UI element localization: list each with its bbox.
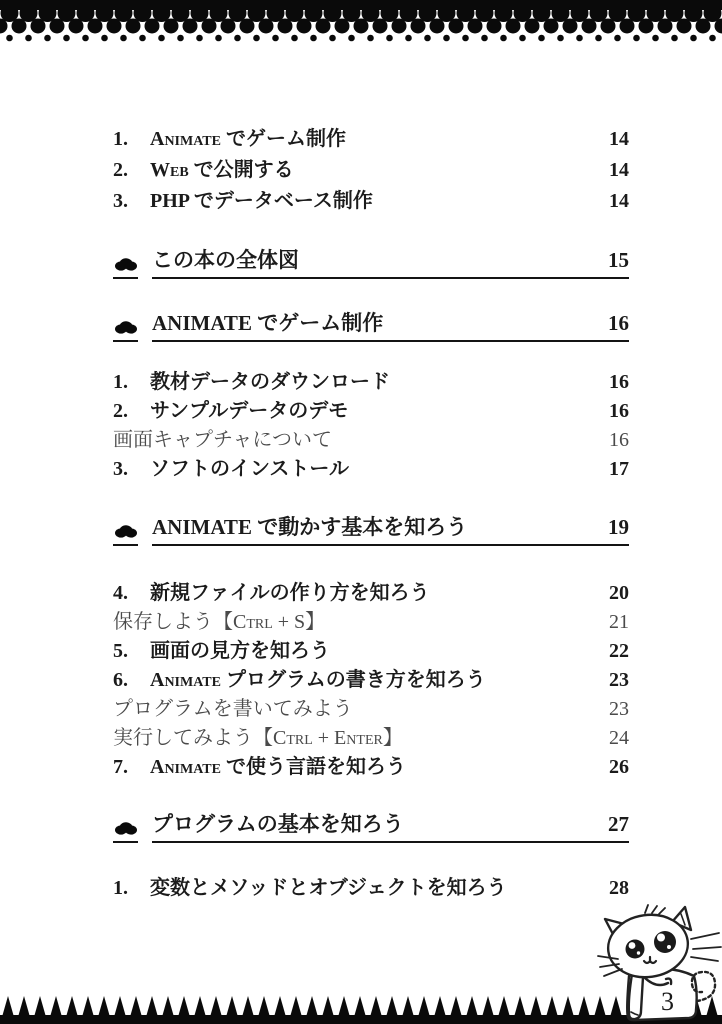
entry-label: 新規ファイルの作り方を知ろう <box>150 582 430 604</box>
toc-group <box>113 874 629 903</box>
entry-number: 1. <box>113 128 128 150</box>
entry-number: 3. <box>113 190 128 212</box>
entry-number: 3. <box>113 458 128 480</box>
entry-page: 22 <box>609 640 629 662</box>
toc-subentry <box>113 426 629 455</box>
section-title: プログラムの基本を知ろう <box>152 812 404 836</box>
entry-page: 24 <box>609 727 629 749</box>
cloud-icon <box>115 258 137 271</box>
entry-number: 2. <box>113 400 128 422</box>
toc-entry <box>113 579 629 608</box>
entry-page: 16 <box>609 400 629 422</box>
section-title: ANIMATE でゲーム制作 <box>152 311 384 335</box>
entry-number: 1. <box>113 877 128 899</box>
entry-label: Animate で使う言語を知ろう <box>150 756 406 778</box>
toc-entry <box>113 455 629 484</box>
entry-page: 26 <box>609 756 629 778</box>
table-of-contents <box>113 124 629 903</box>
entry-number: 7. <box>113 756 128 778</box>
entry-page: 14 <box>609 128 629 150</box>
page-number: 3 <box>661 987 674 1016</box>
halftone-top-border <box>0 0 722 46</box>
cloud-icon-cell <box>113 258 138 279</box>
cloud-icon <box>115 321 137 334</box>
section-page: 16 <box>608 311 629 335</box>
entry-page: 14 <box>609 159 629 181</box>
entry-label: 画面キャプチャについて <box>113 429 332 451</box>
cloud-icon-cell <box>113 321 138 342</box>
toc-group <box>113 368 629 484</box>
entry-label: PHP でデータベース制作 <box>150 190 373 212</box>
section-page: 19 <box>608 515 629 539</box>
section-page: 27 <box>608 812 629 836</box>
toc-subentry <box>113 608 629 637</box>
cloud-icon <box>115 822 137 835</box>
toc-section-header <box>113 247 629 279</box>
cat-mascot <box>595 904 722 1024</box>
entry-label: Animate でゲーム制作 <box>150 128 346 150</box>
entry-page: 21 <box>609 611 629 633</box>
toc-section-header <box>113 310 629 342</box>
section-title: ANIMATE で動かす基本を知ろう <box>152 515 468 539</box>
toc-group <box>113 124 629 217</box>
entry-number: 2. <box>113 159 128 181</box>
entry-number: 5. <box>113 640 128 662</box>
toc-subentry <box>113 724 629 753</box>
toc-entry <box>113 124 629 155</box>
entry-label: 実行してみよう【Ctrl + Enter】 <box>113 727 403 749</box>
entry-label: Web で公開する <box>150 159 294 181</box>
toc-entry <box>113 397 629 426</box>
toc-group <box>113 579 629 782</box>
toc-entry <box>113 368 629 397</box>
cloud-icon-cell <box>113 822 138 843</box>
cloud-icon <box>115 525 137 538</box>
toc-subentry <box>113 695 629 724</box>
entry-page: 20 <box>609 582 629 604</box>
toc-section-header <box>113 514 629 546</box>
toc-entry <box>113 666 629 695</box>
toc-entry <box>113 753 629 782</box>
entry-label: 画面の見方を知ろう <box>150 640 330 662</box>
entry-page: 23 <box>609 669 629 691</box>
entry-label: 変数とメソッドとオブジェクトを知ろう <box>150 877 507 899</box>
entry-page: 17 <box>609 458 629 480</box>
entry-page: 16 <box>609 429 629 451</box>
entry-label: プログラムを書いてみよう <box>113 698 353 720</box>
entry-label: Animate プログラムの書き方を知ろう <box>150 669 486 691</box>
entry-number: 6. <box>113 669 128 691</box>
entry-page: 16 <box>609 371 629 393</box>
entry-page: 23 <box>609 698 629 720</box>
toc-section-header <box>113 811 629 843</box>
entry-label: ソフトのインストール <box>150 458 349 480</box>
toc-entry <box>113 186 629 217</box>
section-title: この本の全体図 <box>152 248 299 272</box>
entry-label: 保存しよう【Ctrl + S】 <box>113 611 326 633</box>
section-page: 15 <box>608 248 629 272</box>
cloud-icon-cell <box>113 525 138 546</box>
entry-page: 14 <box>609 190 629 212</box>
entry-number: 1. <box>113 371 128 393</box>
entry-label: 教材データのダウンロード <box>150 371 390 393</box>
entry-label: サンプルデータのデモ <box>150 400 349 422</box>
toc-entry <box>113 637 629 666</box>
toc-entry <box>113 155 629 186</box>
toc-entry <box>113 874 629 903</box>
entry-number: 4. <box>113 582 128 604</box>
entry-page: 28 <box>609 877 629 899</box>
